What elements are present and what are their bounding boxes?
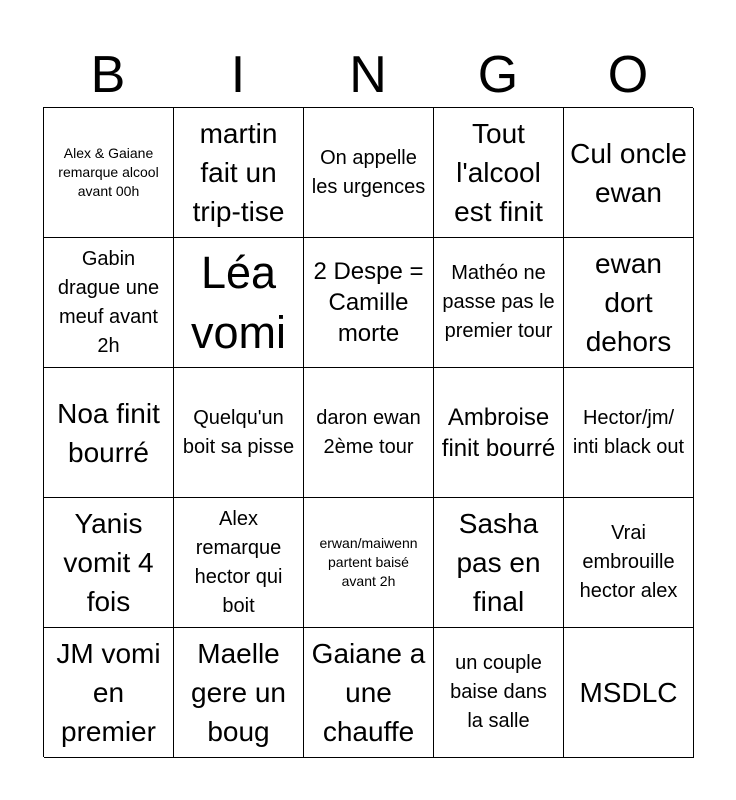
bingo-cell-r3-c2[interactable] xyxy=(174,368,304,498)
bingo-cell-text: Hector/jm/ inti black out xyxy=(572,406,685,458)
bingo-cell-r1-c1[interactable] xyxy=(44,108,174,238)
bingo-cell-r4-c1[interactable] xyxy=(44,498,174,628)
bingo-cell-r5-c5[interactable] xyxy=(564,628,694,758)
bingo-cell-r2-c1[interactable] xyxy=(44,238,174,368)
header-letter-o: O xyxy=(607,46,649,104)
bingo-cell-text: Mathéo ne passe pas le premier tour xyxy=(442,262,555,342)
header-letter-b: B xyxy=(90,46,126,104)
bingo-cell-text: MSDLC xyxy=(579,677,678,708)
bingo-cell-r1-c3[interactable] xyxy=(304,108,434,238)
bingo-cell-text: On appelle les urgences xyxy=(311,146,426,198)
bingo-cell-text: Ambroise finit bourré xyxy=(441,403,556,462)
header-letter-i: I xyxy=(230,46,246,104)
bingo-cell-r3-c4[interactable] xyxy=(434,368,564,498)
bingo-cell-text: Tout l'alcool est finit xyxy=(454,118,543,227)
header-letter-g: G xyxy=(477,46,519,104)
bingo-cell-r2-c3[interactable] xyxy=(304,238,434,368)
bingo-cell-text: Cul oncle ewan xyxy=(570,137,687,208)
bingo-cell-r5-c2[interactable] xyxy=(174,628,304,758)
bingo-cell-r3-c5[interactable] xyxy=(564,368,694,498)
bingo-cell-text: Gabin drague une meuf avant 2h xyxy=(57,247,160,357)
bingo-cell-text: martin fait un trip-tise xyxy=(192,118,285,227)
bingo-cell-text: 2 Despe = Camille morte xyxy=(313,258,424,347)
bingo-cell-text: daron ewan 2ème tour xyxy=(316,406,421,458)
bingo-cell-r1-c5[interactable] xyxy=(564,108,694,238)
bingo-cell-text: Alex remarque hector qui boit xyxy=(194,507,283,617)
bingo-header xyxy=(43,42,693,108)
bingo-cell-text: Quelqu'un boit sa pisse xyxy=(182,406,295,458)
bingo-cell-r4-c2[interactable] xyxy=(174,498,304,628)
bingo-cell-text: ewan dort dehors xyxy=(585,248,672,357)
bingo-cell-text: Maelle gere un boug xyxy=(191,638,286,747)
bingo-cell-r4-c4[interactable] xyxy=(434,498,564,628)
bingo-cell-r5-c4[interactable] xyxy=(434,628,564,758)
bingo-cell-r5-c1[interactable] xyxy=(44,628,174,758)
bingo-cell-r4-c3[interactable] xyxy=(304,498,434,628)
bingo-cell-text: Alex & Gaiane remarque alcool avant 00h xyxy=(58,145,159,199)
bingo-cell-text: Noa finit bourré xyxy=(57,397,160,468)
bingo-card-grid xyxy=(43,107,693,757)
bingo-cell-r4-c5[interactable] xyxy=(564,498,694,628)
bingo-cell-r5-c3[interactable] xyxy=(304,628,434,758)
bingo-cell-r2-c5[interactable] xyxy=(564,238,694,368)
bingo-cell-text: Vrai embrouille hector alex xyxy=(579,522,678,602)
bingo-cell-text: Gaiane a une chauffe xyxy=(311,638,426,747)
bingo-cell-r3-c1[interactable] xyxy=(44,368,174,498)
bingo-cell-text: Léa vomi xyxy=(190,246,286,358)
bingo-cell-r1-c4[interactable] xyxy=(434,108,564,238)
bingo-cell-text: erwan/maiwenn partent baisé avant 2h xyxy=(319,535,418,589)
bingo-cell-text: JM vomi en premier xyxy=(56,638,161,747)
bingo-cell-r2-c4[interactable] xyxy=(434,238,564,368)
bingo-cell-r2-c2[interactable] xyxy=(174,238,304,368)
bingo-cell-text: un couple baise dans la salle xyxy=(450,652,547,732)
bingo-cell-text: Sasha pas en final xyxy=(456,508,541,617)
bingo-cell-r3-c3[interactable] xyxy=(304,368,434,498)
bingo-cell-text: Yanis vomit 4 fois xyxy=(63,508,154,617)
header-letter-n: N xyxy=(349,46,387,104)
bingo-cell-r1-c2[interactable] xyxy=(174,108,304,238)
